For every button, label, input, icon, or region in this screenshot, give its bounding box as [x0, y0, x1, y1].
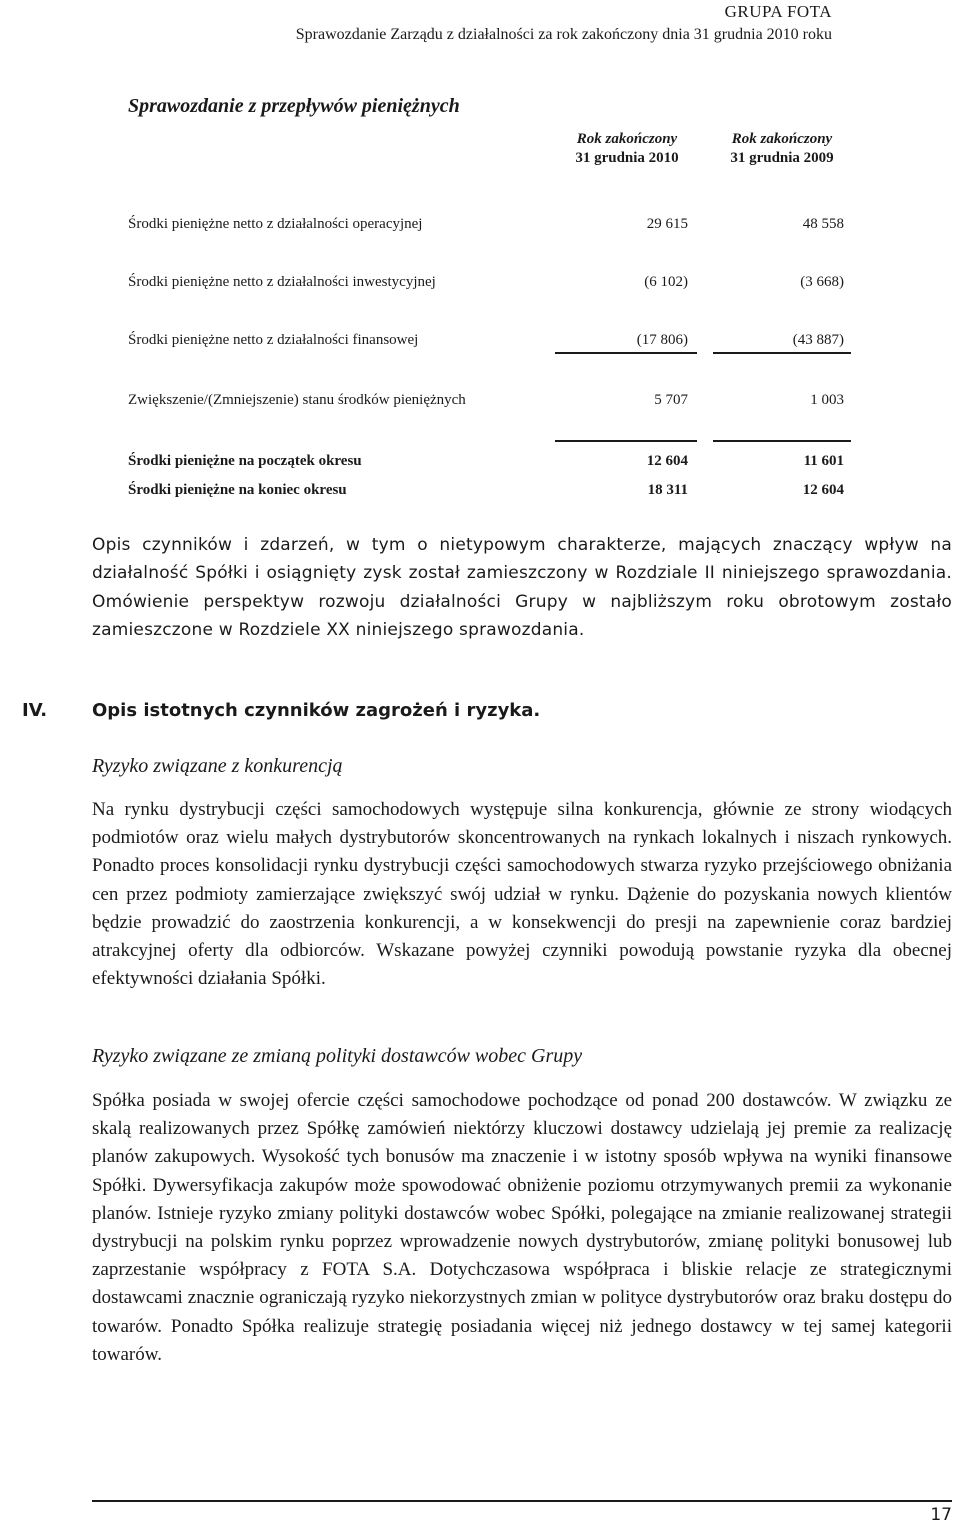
subtotal-underline [555, 440, 697, 442]
section-number: IV. [22, 700, 48, 721]
table-row [128, 216, 852, 238]
row-label: Środki pieniężne netto z działalności finansowej [128, 332, 419, 348]
risk-text-suppliers: Spółka posiada w swojej ofercie części samochodowe pochodzące od ponad 200 dostawców. W związku ze skalą realizowanych przez Spółkę zamówień niektórzy kluczowi dostawcy udzielają jej premie za realizację planów zakupowych. Wysokość tych bonusów ma znaczenie i w istotny sposób wpływa na wyniki finansowe Spółki. Dywersyfikacja zakupów może spowodować obniżenie poziomu otrzymywanych premii za wykonanie planów. Istnieje ryzyko zmiany polityki dostawców wobec Spółki, polegające na zmianie realizowanej strategii dystrybucji na polskim rynku poprzez wprowadzenie nowych dystrybutorów, zmianę polityki bonusowej lub zaprzestanie współpracy z FOTA S.A. Dotychczasowa współpraca i bliskie relacje ze strategicznymi dostawcami znacznie ograniczają ryzyko niekorzystnych zmian w polityce dystrybutorów oraz braku dostępu do towarów. Ponadto Spółka realizuje strategię posiadania więcej niż jednego dostawcy w tej samej kategorii towarów. [92, 1090, 952, 1365]
value-2010: (17 806) [636, 332, 688, 348]
report-subtitle: Sprawozdanie Zarządu z działalności za rok zakończony dnia 31 grudnia 2010 roku [295, 26, 832, 43]
value-2009: 12 604 [802, 482, 844, 498]
page-number: 17 [930, 1505, 952, 1525]
value-2009: 48 558 [802, 216, 844, 232]
value-2009: (43 887) [792, 332, 844, 348]
cashflow-title: Sprawozdanie z przepływów pieniężnych [128, 95, 460, 117]
footer-divider [92, 1500, 952, 1502]
table-row [128, 274, 852, 296]
value-2010: (6 102) [644, 274, 688, 290]
subtotal-underline [713, 440, 851, 442]
column-header-2010 [552, 130, 702, 168]
page-header [296, 0, 832, 46]
value-2009: 1 003 [810, 392, 844, 408]
value-2010: 12 604 [646, 453, 688, 469]
table-row [128, 453, 852, 475]
column-header-2010-line1: Rok zakończony [576, 131, 678, 147]
column-header-2009-line2: 31 grudnia 2009 [730, 150, 834, 166]
value-2010: 29 615 [646, 216, 688, 232]
company-name: GRUPA FOTA [724, 2, 832, 21]
column-header-2009-line1: Rok zakończony [731, 131, 833, 147]
column-header-2010-line2: 31 grudnia 2010 [575, 150, 679, 166]
section-title: Opis istotnych czynników zagrożeń i ryzyka. [92, 700, 541, 721]
subtotal-underline [555, 352, 697, 354]
table-row [128, 332, 852, 354]
row-label: Środki pieniężne na początek okresu [128, 453, 362, 469]
table-row [128, 482, 852, 504]
row-label: Środki pieniężne netto z działalności inwestycyjnej [128, 274, 436, 290]
subtotal-underline [713, 352, 851, 354]
row-label: Zwiększenie/(Zmniejszenie) stanu środków pieniężnych [128, 392, 466, 408]
risk-heading-suppliers: Ryzyko związane ze zmianą polityki dostawców wobec Grupy [92, 1045, 583, 1067]
value-2009: (3 668) [800, 274, 844, 290]
intro-paragraph: Opis czynników i zdarzeń, w tym o nietypowym charakterze, mających znaczący wpływ na działalność Spółki i osiągnięty zysk został zamieszczony w Rozdziale II niniejszego sprawozdania. Omówienie perspektyw rozwoju działalności Grupy w najbliższym roku obrotowym zostało zamieszczone w Rozdziele XX niniejszego sprawozdania. [92, 535, 952, 641]
row-label: Środki pieniężne netto z działalności operacyjnej [128, 216, 423, 232]
table-row [128, 392, 852, 414]
value-2010: 5 707 [654, 392, 688, 408]
column-header-2009 [707, 130, 857, 168]
risk-text-competition: Na rynku dystrybucji części samochodowych występuje silna konkurencja, głównie ze strony wiodących podmiotów oraz wielu małych dystrybutorów skoncentrowanych na rynkach lokalnych i niszach rynkowych. Ponadto proces konsolidacji rynku dystrybucji części samochodowych stwarza ryzyko przejściowego obniżania cen przez podmioty zamierzające zwiększyć swój udział w rynku. Dążenie do pozyskania nowych klientów będzie prowadzić do zaostrzenia konkurencji, a w konsekwencji do presji na zapewnienie coraz bardziej atrakcyjnej oferty dla odbiorców. Wskazane powyżej czynniki powodują powstanie ryzyka dla obecnej efektywności działania Spółki. [92, 799, 952, 990]
value-2010: 18 311 [647, 482, 688, 498]
value-2009: 11 601 [803, 453, 844, 469]
risk-heading-competition: Ryzyko związane z konkurencją [92, 755, 343, 777]
row-label: Środki pieniężne na koniec okresu [128, 482, 347, 498]
